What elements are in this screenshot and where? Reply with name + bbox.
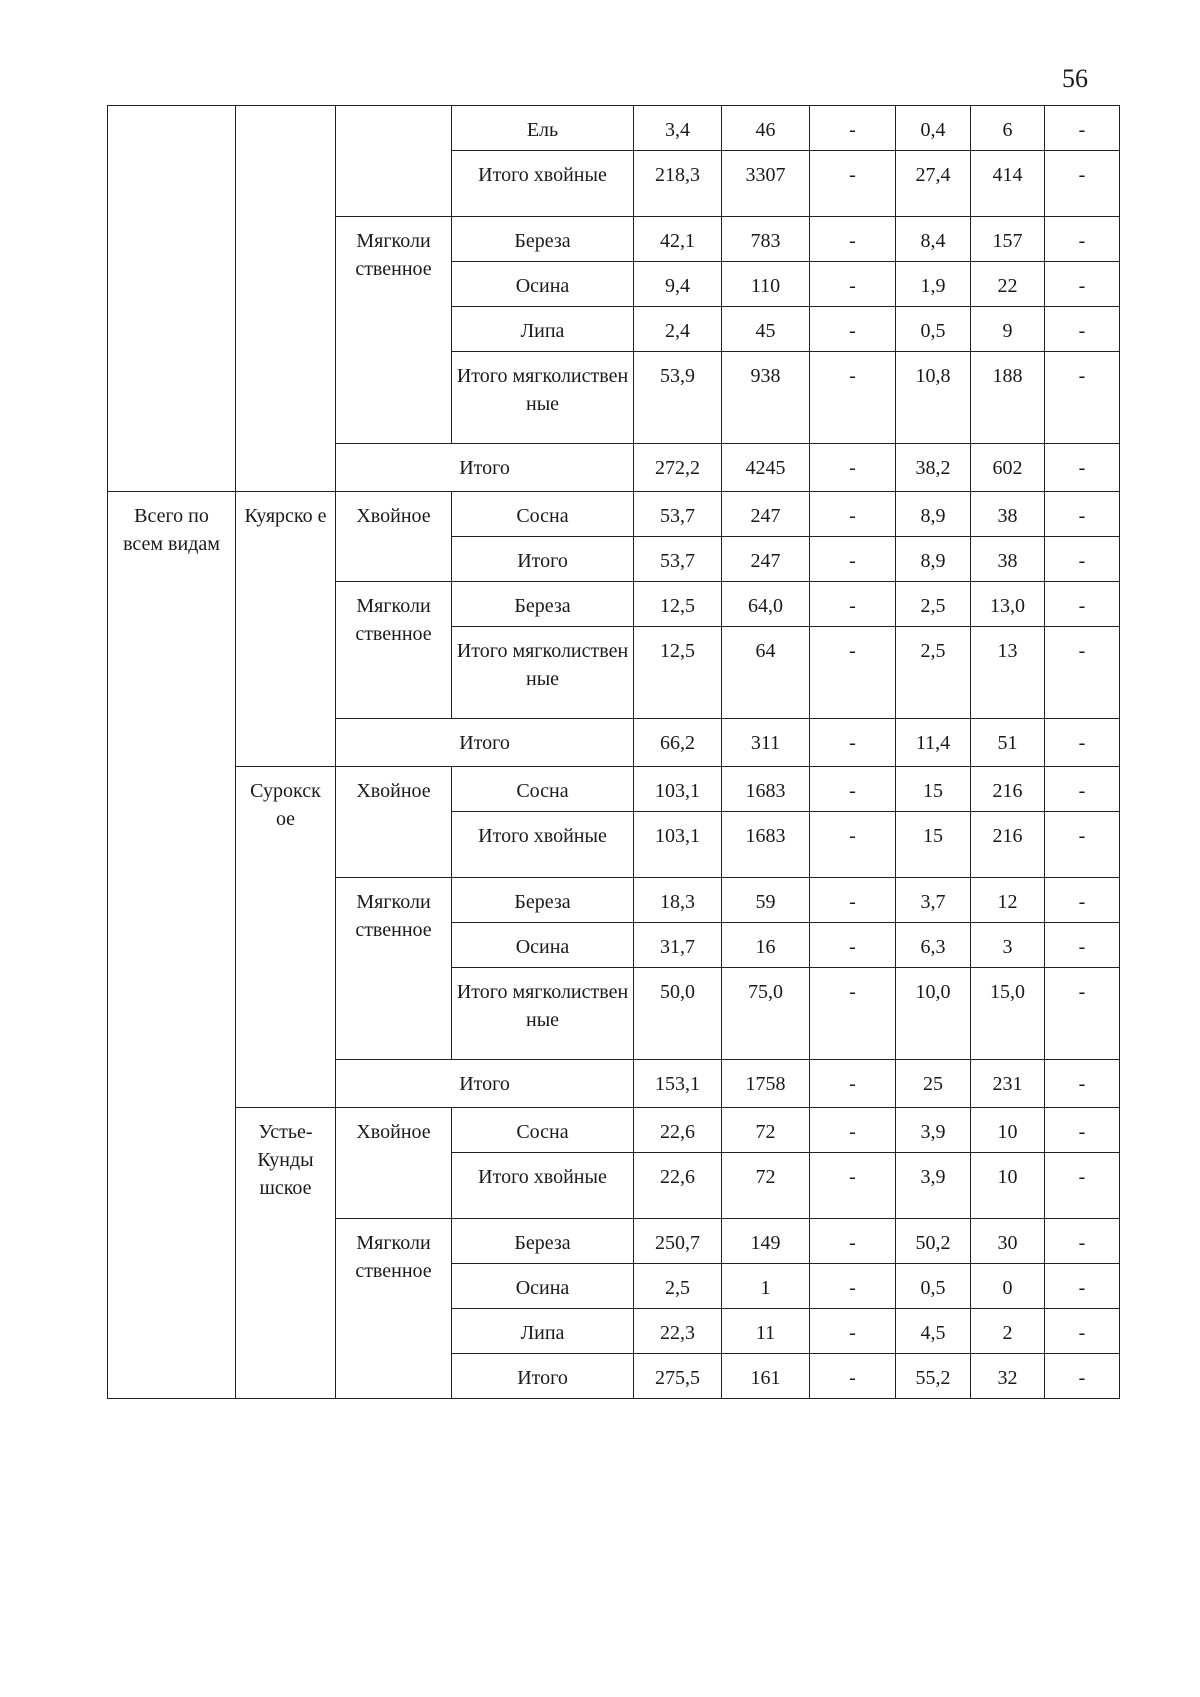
table-row: [108, 1108, 1120, 1153]
species-cell: Осина: [452, 1264, 634, 1309]
forest-type-cell: [336, 106, 452, 217]
value-cell: 12,5: [634, 627, 722, 719]
forest-type-cell: Мягколи ственное: [336, 217, 452, 444]
value-cell: 2,5: [896, 627, 971, 719]
value-cell: -: [810, 307, 896, 352]
species-cell: Итого: [452, 1354, 634, 1399]
value-cell: 250,7: [634, 1219, 722, 1264]
species-cell: Итого: [452, 537, 634, 582]
total-label-cell: Итого: [336, 444, 634, 492]
value-cell: 247: [722, 492, 810, 537]
value-cell: -: [1045, 217, 1120, 262]
value-cell: -: [810, 1153, 896, 1219]
value-cell: 602: [971, 444, 1045, 492]
value-cell: 6: [971, 106, 1045, 151]
value-cell: -: [810, 812, 896, 878]
value-cell: 15: [896, 767, 971, 812]
value-cell: -: [810, 923, 896, 968]
district-name-cell: Устье- Кунды шское: [236, 1108, 336, 1399]
table-body: [108, 106, 1120, 1399]
value-cell: -: [1045, 582, 1120, 627]
value-cell: 22: [971, 262, 1045, 307]
value-cell: 64: [722, 627, 810, 719]
value-cell: 3,7: [896, 878, 971, 923]
value-cell: -: [810, 1060, 896, 1108]
value-cell: -: [810, 1264, 896, 1309]
summary-label-cell: Всего по всем видам: [108, 492, 236, 1399]
value-cell: 8,9: [896, 537, 971, 582]
value-cell: 103,1: [634, 812, 722, 878]
value-cell: 22,3: [634, 1309, 722, 1354]
value-cell: 53,7: [634, 492, 722, 537]
value-cell: 22,6: [634, 1153, 722, 1219]
value-cell: 66,2: [634, 719, 722, 767]
value-cell: -: [810, 444, 896, 492]
species-cell: Сосна: [452, 492, 634, 537]
value-cell: 247: [722, 537, 810, 582]
forest-stock-table: [107, 105, 1120, 1399]
value-cell: 30: [971, 1219, 1045, 1264]
value-cell: 231: [971, 1060, 1045, 1108]
value-cell: 4,5: [896, 1309, 971, 1354]
species-cell: Итого мягколиствен ные: [452, 352, 634, 444]
value-cell: -: [1045, 106, 1120, 151]
value-cell: 22,6: [634, 1108, 722, 1153]
value-cell: 3: [971, 923, 1045, 968]
value-cell: 275,5: [634, 1354, 722, 1399]
species-cell: Итого хвойные: [452, 812, 634, 878]
species-cell: Итого мягколиствен ные: [452, 968, 634, 1060]
value-cell: 10,8: [896, 352, 971, 444]
value-cell: 38: [971, 537, 1045, 582]
value-cell: 188: [971, 352, 1045, 444]
value-cell: -: [810, 627, 896, 719]
value-cell: -: [1045, 767, 1120, 812]
value-cell: -: [810, 582, 896, 627]
value-cell: 9: [971, 307, 1045, 352]
district-name-cell: Куярско е: [236, 492, 336, 767]
species-cell: Береза: [452, 582, 634, 627]
summary-cell-continued: [108, 106, 236, 492]
value-cell: -: [1045, 1264, 1120, 1309]
value-cell: -: [810, 1219, 896, 1264]
species-cell: Сосна: [452, 767, 634, 812]
value-cell: 10: [971, 1153, 1045, 1219]
value-cell: 9,4: [634, 262, 722, 307]
value-cell: 3,9: [896, 1108, 971, 1153]
value-cell: 64,0: [722, 582, 810, 627]
forest-type-cell: Хвойное: [336, 767, 452, 878]
value-cell: 2,5: [634, 1264, 722, 1309]
value-cell: 149: [722, 1219, 810, 1264]
species-cell: Липа: [452, 307, 634, 352]
value-cell: -: [1045, 1153, 1120, 1219]
value-cell: -: [1045, 719, 1120, 767]
district-cell-continued: [236, 106, 336, 492]
district-name-cell: Сурокск ое: [236, 767, 336, 1108]
value-cell: 4245: [722, 444, 810, 492]
forest-type-cell: Хвойное: [336, 1108, 452, 1219]
value-cell: 11,4: [896, 719, 971, 767]
value-cell: 2: [971, 1309, 1045, 1354]
value-cell: 50,0: [634, 968, 722, 1060]
value-cell: 45: [722, 307, 810, 352]
value-cell: 55,2: [896, 1354, 971, 1399]
value-cell: 783: [722, 217, 810, 262]
value-cell: -: [1045, 262, 1120, 307]
value-cell: 25: [896, 1060, 971, 1108]
value-cell: 216: [971, 812, 1045, 878]
value-cell: 938: [722, 352, 810, 444]
value-cell: 0,5: [896, 307, 971, 352]
value-cell: -: [810, 106, 896, 151]
value-cell: 311: [722, 719, 810, 767]
table-row: [108, 492, 1120, 537]
species-cell: Сосна: [452, 1108, 634, 1153]
value-cell: -: [1045, 968, 1120, 1060]
value-cell: 103,1: [634, 767, 722, 812]
value-cell: 414: [971, 151, 1045, 217]
forest-type-cell: Мягколи ственное: [336, 582, 452, 719]
value-cell: 157: [971, 217, 1045, 262]
forest-type-cell: Мягколи ственное: [336, 1219, 452, 1399]
value-cell: 59: [722, 878, 810, 923]
value-cell: 218,3: [634, 151, 722, 217]
value-cell: 0: [971, 1264, 1045, 1309]
value-cell: 15: [896, 812, 971, 878]
value-cell: 53,9: [634, 352, 722, 444]
value-cell: 3,4: [634, 106, 722, 151]
species-cell: Береза: [452, 1219, 634, 1264]
value-cell: -: [1045, 307, 1120, 352]
value-cell: 0,4: [896, 106, 971, 151]
species-cell: Береза: [452, 217, 634, 262]
value-cell: 8,4: [896, 217, 971, 262]
value-cell: 72: [722, 1153, 810, 1219]
value-cell: 31,7: [634, 923, 722, 968]
value-cell: 75,0: [722, 968, 810, 1060]
value-cell: 13,0: [971, 582, 1045, 627]
value-cell: -: [1045, 1309, 1120, 1354]
value-cell: 110: [722, 262, 810, 307]
value-cell: -: [1045, 352, 1120, 444]
value-cell: -: [1045, 537, 1120, 582]
value-cell: 1,9: [896, 262, 971, 307]
forest-type-cell: Хвойное: [336, 492, 452, 582]
value-cell: -: [1045, 1219, 1120, 1264]
value-cell: 10,0: [896, 968, 971, 1060]
value-cell: 38: [971, 492, 1045, 537]
value-cell: 46: [722, 106, 810, 151]
value-cell: -: [810, 1354, 896, 1399]
value-cell: -: [810, 217, 896, 262]
value-cell: 38,2: [896, 444, 971, 492]
value-cell: 161: [722, 1354, 810, 1399]
value-cell: 3,9: [896, 1153, 971, 1219]
value-cell: -: [810, 878, 896, 923]
value-cell: -: [810, 719, 896, 767]
value-cell: -: [1045, 492, 1120, 537]
value-cell: 10: [971, 1108, 1045, 1153]
value-cell: 12: [971, 878, 1045, 923]
value-cell: -: [1045, 444, 1120, 492]
species-cell: Береза: [452, 878, 634, 923]
species-cell: Липа: [452, 1309, 634, 1354]
total-label-cell: Итого: [336, 719, 634, 767]
value-cell: 15,0: [971, 968, 1045, 1060]
value-cell: 216: [971, 767, 1045, 812]
value-cell: 8,9: [896, 492, 971, 537]
value-cell: 51: [971, 719, 1045, 767]
value-cell: -: [1045, 151, 1120, 217]
value-cell: 1758: [722, 1060, 810, 1108]
value-cell: 2,4: [634, 307, 722, 352]
value-cell: 153,1: [634, 1060, 722, 1108]
value-cell: 2,5: [896, 582, 971, 627]
value-cell: 32: [971, 1354, 1045, 1399]
value-cell: -: [810, 352, 896, 444]
table-row: [108, 106, 1120, 151]
value-cell: 272,2: [634, 444, 722, 492]
value-cell: -: [810, 492, 896, 537]
species-cell: Итого хвойные: [452, 151, 634, 217]
value-cell: -: [1045, 812, 1120, 878]
value-cell: 27,4: [896, 151, 971, 217]
value-cell: -: [810, 1108, 896, 1153]
value-cell: 72: [722, 1108, 810, 1153]
value-cell: -: [810, 151, 896, 217]
value-cell: -: [1045, 1108, 1120, 1153]
value-cell: 18,3: [634, 878, 722, 923]
value-cell: -: [1045, 1060, 1120, 1108]
value-cell: 53,7: [634, 537, 722, 582]
total-label-cell: Итого: [336, 1060, 634, 1108]
species-cell: Итого хвойные: [452, 1153, 634, 1219]
page-number: 56: [1062, 64, 1088, 93]
value-cell: -: [810, 1309, 896, 1354]
forest-type-cell: Мягколи ственное: [336, 878, 452, 1060]
value-cell: 11: [722, 1309, 810, 1354]
value-cell: 3307: [722, 151, 810, 217]
value-cell: -: [810, 767, 896, 812]
value-cell: -: [1045, 1354, 1120, 1399]
species-cell: Итого мягколиствен ные: [452, 627, 634, 719]
species-cell: Осина: [452, 923, 634, 968]
species-cell: Осина: [452, 262, 634, 307]
value-cell: 6,3: [896, 923, 971, 968]
value-cell: -: [1045, 627, 1120, 719]
value-cell: -: [1045, 923, 1120, 968]
value-cell: 13: [971, 627, 1045, 719]
value-cell: -: [1045, 878, 1120, 923]
table-row: [108, 767, 1120, 812]
value-cell: 1683: [722, 812, 810, 878]
value-cell: 1: [722, 1264, 810, 1309]
value-cell: 16: [722, 923, 810, 968]
value-cell: 12,5: [634, 582, 722, 627]
value-cell: 0,5: [896, 1264, 971, 1309]
value-cell: 1683: [722, 767, 810, 812]
species-cell: Ель: [452, 106, 634, 151]
value-cell: 50,2: [896, 1219, 971, 1264]
value-cell: -: [810, 968, 896, 1060]
value-cell: -: [810, 262, 896, 307]
value-cell: 42,1: [634, 217, 722, 262]
value-cell: -: [810, 537, 896, 582]
